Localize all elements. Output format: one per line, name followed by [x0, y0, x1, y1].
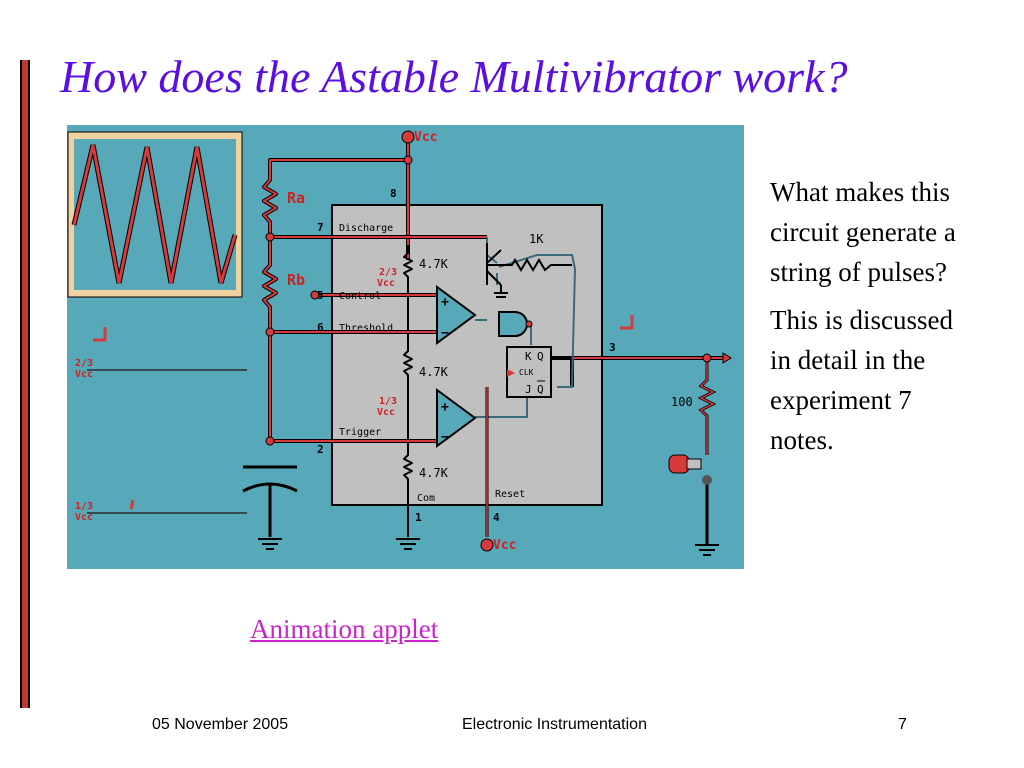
left-two-thirds-label: 2/3	[75, 358, 94, 369]
slide-body	[770, 172, 970, 468]
ff-j-label: J	[525, 383, 532, 396]
resistor-4k7-bottom: 4.7K	[419, 466, 448, 480]
pin-5-label: 5	[317, 289, 324, 302]
pin-6-label: 6	[317, 321, 324, 334]
ff-k-label: K	[525, 350, 532, 363]
discharge-label: Discharge	[339, 223, 394, 234]
resistor-100-label: 100	[671, 395, 693, 409]
one-third-label: 1/3	[379, 396, 398, 407]
pin-4-label: 4	[493, 511, 500, 524]
pin-8-label: 8	[390, 187, 397, 200]
left-one-third-label: 1/3	[75, 501, 94, 512]
trigger-label: Trigger	[339, 427, 382, 438]
waveform-display	[68, 132, 242, 297]
ff-clk-label: CLK	[519, 368, 534, 377]
control-label: Control	[339, 291, 382, 302]
one-third-vcc-label: Vcc	[377, 407, 396, 418]
resistor-1k-label: 1K	[529, 232, 544, 246]
com-label: Com	[417, 493, 436, 504]
body-paragraph-2: This is discussed in detail in the experiment 7 notes.	[770, 305, 954, 455]
pin-2-label: 2	[317, 443, 324, 456]
comp-top-plus: +	[441, 295, 449, 310]
pin-1-label: 1	[415, 511, 422, 524]
resistor-4k7-top: 4.7K	[419, 257, 448, 271]
slide-title: How does the Astable Multivibrator work?	[60, 51, 848, 102]
ff-qbar-label: Q	[537, 383, 544, 396]
ff-q-label: Q	[537, 350, 544, 363]
footer-course: Electronic Instrumentation	[462, 716, 647, 733]
left-two-thirds-vcc: Vcc	[75, 369, 94, 380]
footer-date: 05 November 2005	[152, 716, 289, 733]
threshold-label: Threshold	[339, 323, 394, 334]
rb-label: Rb	[287, 271, 306, 289]
astable-circuit-figure	[67, 125, 744, 569]
comp-bottom-minus: −	[441, 430, 449, 445]
footer-page-number: 7	[898, 716, 907, 733]
vcc-bottom-label: Vcc	[493, 538, 517, 553]
comp-bottom-plus: +	[441, 400, 449, 415]
pin-7-label: 7	[317, 221, 324, 234]
ic-555-body	[332, 205, 602, 505]
pin-3-label: 3	[609, 341, 616, 354]
comp-top-minus: −	[441, 326, 449, 341]
animation-applet-link[interactable]: Animation applet	[250, 614, 439, 644]
reset-label: Reset	[495, 489, 526, 500]
slide-side-bar	[20, 60, 30, 708]
two-thirds-label: 2/3	[379, 267, 398, 278]
ra-label: Ra	[287, 189, 306, 207]
left-one-third-vcc: Vcc	[75, 512, 94, 523]
vcc-top-label: Vcc	[414, 130, 438, 145]
body-paragraph-1: What makes this circuit generate a string of pulses?	[770, 177, 956, 287]
resistor-4k7-middle: 4.7K	[419, 365, 448, 379]
two-thirds-vcc-label: Vcc	[377, 278, 396, 289]
